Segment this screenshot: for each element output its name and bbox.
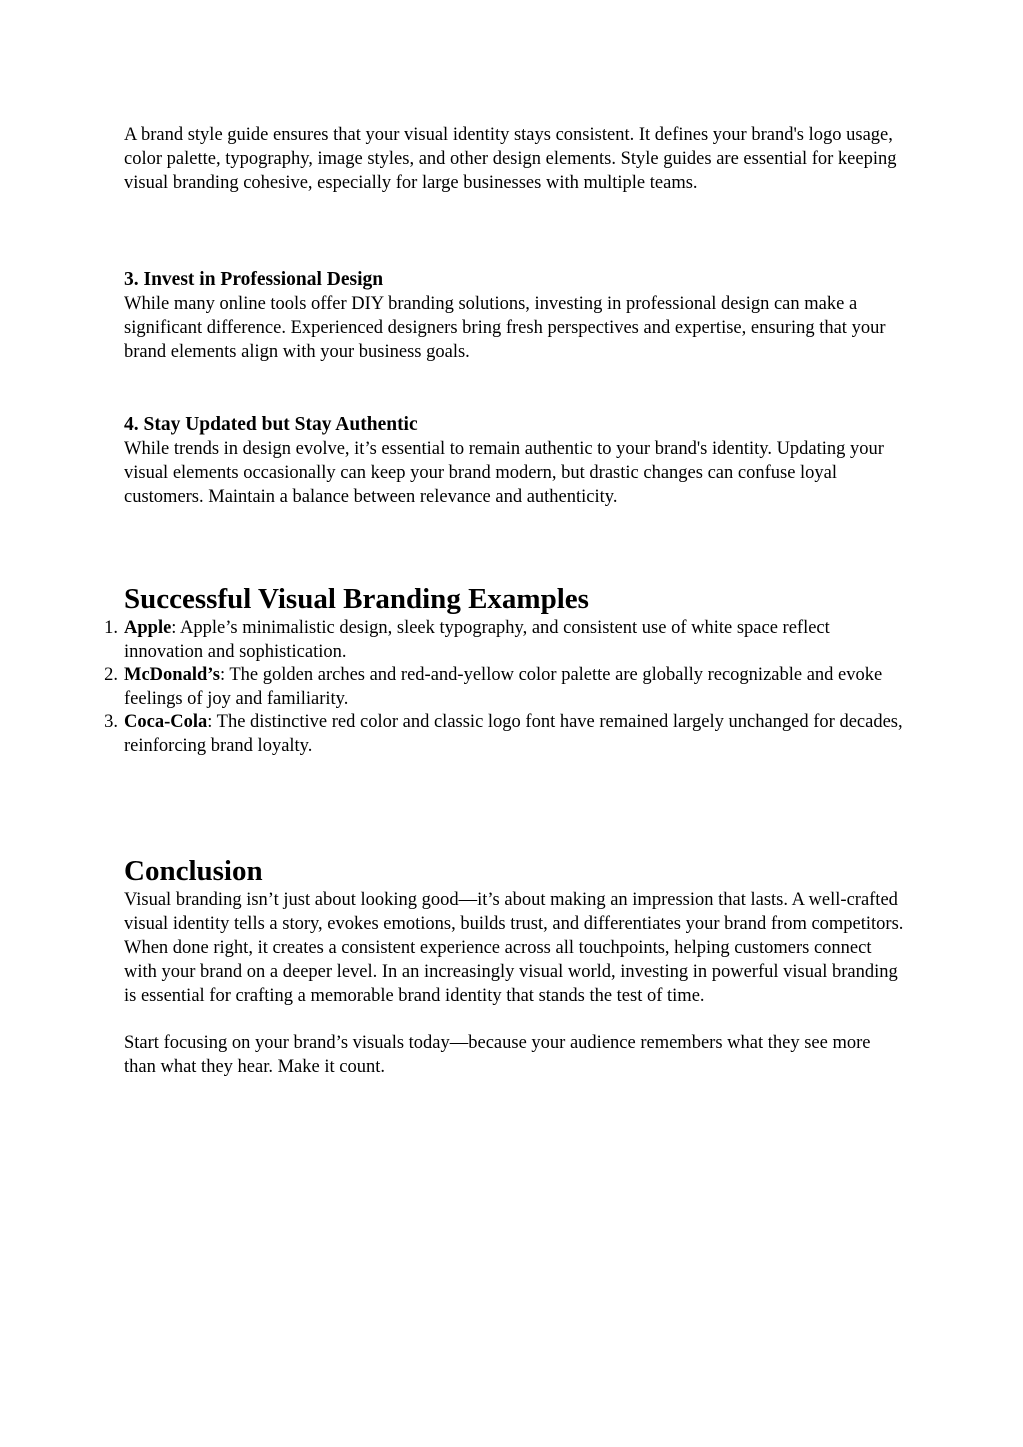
section-title-stay-authentic: 4. Stay Updated but Stay Authentic [124, 414, 418, 435]
brand-name-coca-cola: Coca-Cola [124, 712, 208, 732]
intro-paragraph: A brand style guide ensures that your visual identity stays consistent. It defines your brand's logo usage, color palette, typography, image styles, and other design elements. Style guides are essential for keeping visual branding cohesive, especially for large businesses with multiple teams. [124, 125, 897, 193]
list-item-number: 1. [104, 618, 118, 638]
list-item-number: 3. [104, 712, 118, 732]
brand-name-apple: Apple [124, 618, 172, 638]
list-item-number: 2. [104, 665, 118, 685]
section-body-professional-design: While many online tools offer DIY branding solutions, investing in professional design can make a significant difference. Experienced designers bring fresh perspectives and expertise, ensuring that your brand elements align with your business goals. [124, 294, 886, 362]
list-item-text: : The golden arches and red-and-yellow color palette are globally recognizable and evoke feelings of joy and familiarity. [124, 665, 883, 709]
examples-heading: Successful Visual Branding Examples [124, 583, 589, 615]
list-item [104, 664, 904, 711]
list-item [104, 711, 904, 758]
list-item-text: : The distinctive red color and classic logo font have remained largely unchanged for decades, reinforcing brand loyalty. [124, 712, 903, 756]
brand-name-mcdonalds: McDonald’s [124, 665, 220, 685]
list-item-text: : Apple’s minimalistic design, sleek typography, and consistent use of white space reflect innovation and sophistication. [124, 618, 830, 662]
conclusion-heading: Conclusion [124, 855, 263, 887]
conclusion-paragraph: Visual branding isn’t just about looking good—it’s about making an impression that lasts. A well-crafted visual identity tells a story, evokes emotions, builds trust, and differentiates your brand from competitors. When done right, it creates a consistent experience across all touchpoints, helping customers connect with your brand on a deeper level. In an increasingly visual world, investing in powerful visual branding is essential for crafting a memorable brand identity that stands the test of time. [124, 890, 904, 1006]
conclusion-call-to-action: Start focusing on your brand’s visuals today—because your audience remembers what they see more than what they hear. Make it count. [124, 1033, 871, 1077]
list-item [104, 617, 904, 664]
section-body-stay-authentic: While trends in design evolve, it’s essential to remain authentic to your brand's identity. Updating your visual elements occasionally can keep your brand modern, but drastic changes can confuse loyal customers. Maintain a balance between relevance and authenticity. [124, 439, 884, 507]
section-title-professional-design: 3. Invest in Professional Design [124, 269, 384, 290]
